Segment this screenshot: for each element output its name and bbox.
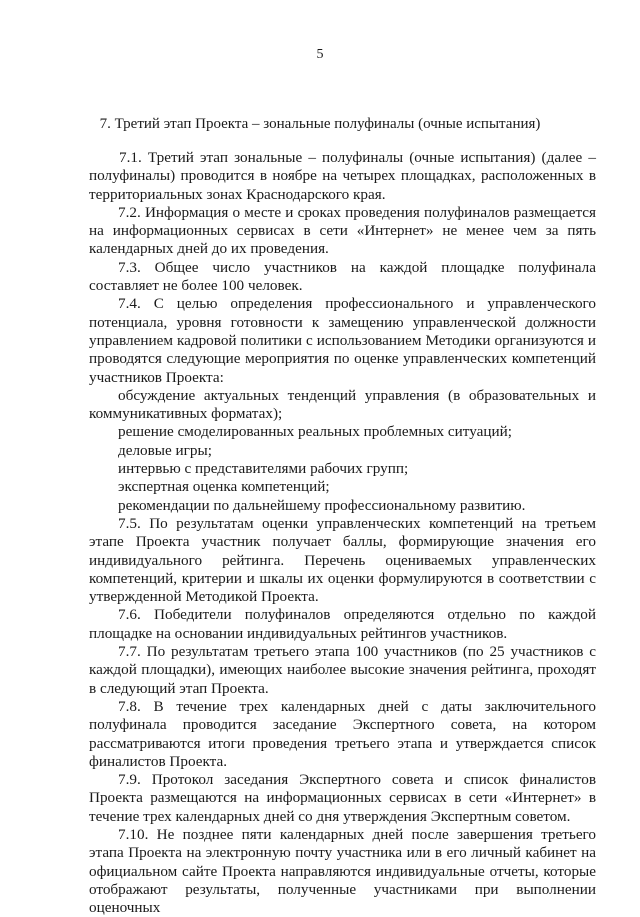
list-item-games: деловые игры;	[118, 441, 212, 459]
paragraph-7-3: 7.3. Общее число участников на каждой площадке полуфинала составляет не более 100 человек.	[89, 258, 596, 295]
paragraph-7-9: 7.9. Протокол заседания Экспертного совета и список финалистов Проекта размещаются на информационных сервисах в сети «Интернет» в течение трех календарных дней со дня утверждения Экспертным советом.	[89, 771, 596, 825]
list-item-situations: решение смоделированных реальных проблемных ситуаций;	[118, 423, 512, 441]
list-item-discussion: обсуждение актуальных тенденций управления (в образовательных и коммуникативных форматах);	[89, 386, 596, 423]
paragraph-7-10: 7.10. Не позднее пяти календарных дней после завершения третьего этапа Проекта на электронную почту участника или в его личный кабинет на официальном сайте Проекта направляются индивидуальные отчеты, которые отображают результаты, полученные участниками при выполнении оценочных	[89, 825, 596, 917]
list-item-interview: интервью с представителями рабочих групп;	[118, 460, 409, 478]
paragraph-7-5: 7.5. По результатам оценки управленческих компетенций на третьем этапе Проекта участник получает баллы, формирующие значения его индивидуального рейтинга. Перечень оцениваемых управленческих компетенций, критерии и шкалы их оценки формулируются в соответствии с утвержденной Методикой Проекта.	[89, 514, 596, 606]
paragraph-7-6: 7.6. Победители полуфиналов определяются отдельно по каждой площадке на основании индивидуальных рейтингов участников.	[89, 606, 596, 642]
document-body	[89, 149, 596, 917]
page-number: 5	[316, 47, 324, 62]
paragraph-7-2: 7.2. Информация о месте и сроках проведения полуфиналов размещается на информационных сервисах в сети «Интернет» не менее чем за пять календарных дней до их проведения.	[89, 203, 596, 258]
section-heading: 7. Третий этап Проекта – зональные полуфиналы (очные испытания)	[99, 116, 541, 132]
list-item-expert-assessment: экспертная оценка компетенций;	[118, 478, 330, 496]
list-item-recommendations: рекомендации по дальнейшему профессиональному развитию.	[118, 496, 526, 514]
paragraph-7-1: 7.1. Третий этап зональные – полуфиналы (очные испытания) (далее – полуфиналы) проводится в ноябре на четырех площадках, расположенных в территориальных зонах Краснодарского края.	[89, 149, 596, 203]
paragraph-7-8: 7.8. В течение трех календарных дней с даты заключительного полуфинала проводится заседание Экспертного совета, на котором рассматриваются итоги проведения третьего этапа и утверждается список финалистов Проекта.	[89, 697, 596, 770]
paragraph-7-7: 7.7. По результатам третьего этапа 100 участников (по 25 участников с каждой площадки), имеющих наиболее высокие значения рейтинга, проходят в следующий этап Проекта.	[89, 643, 596, 697]
paragraph-7-4: 7.4. С целью определения профессионального и управленческого потенциала, уровня готовности к замещению управленческой должности управлением кадровой политики с использованием Методики организуются и проводятся следующие мероприятия по оценке управленческих компетенций участников Проекта:	[89, 295, 596, 386]
